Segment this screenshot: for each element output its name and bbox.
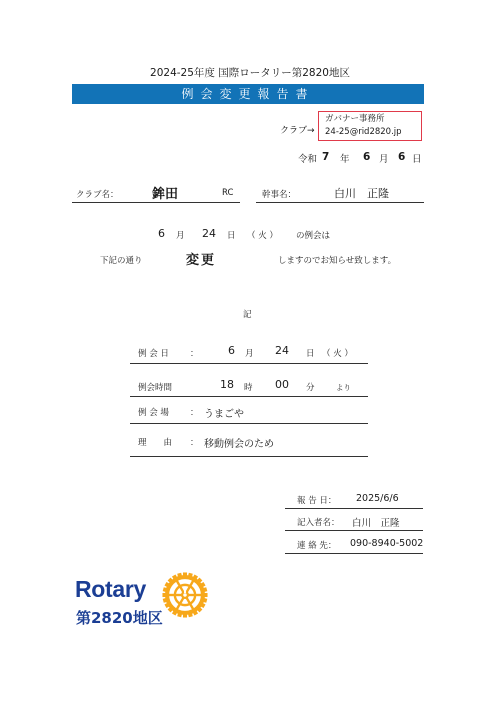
contact-value: 090-8940-5002: [350, 538, 424, 549]
club-suffix: RC: [222, 188, 234, 198]
ki-mark: 記: [243, 310, 252, 320]
meeting-day-unit: 日: [306, 349, 315, 359]
meeting-day: 24: [275, 344, 289, 357]
notice-after-text: の例会は: [296, 231, 331, 241]
venue-label: 例 会 場: [138, 408, 169, 418]
date-year: 7: [322, 151, 330, 163]
recorder-underline: [285, 530, 423, 531]
club-underline: [72, 202, 240, 203]
notice-closing: しますのでお知らせ致します。: [278, 256, 397, 266]
meeting-day-label: 例 会 日: [138, 349, 169, 359]
meeting-hour: 18: [220, 378, 234, 391]
form-title-banner: 例会変更報告書: [72, 84, 424, 104]
date-month: 6: [363, 151, 371, 163]
notice-month: 6: [158, 227, 165, 240]
notice-weekday: （ 火 ）: [247, 231, 278, 241]
rotary-wheel-icon: [162, 572, 208, 618]
notice-change: 変更: [186, 253, 217, 268]
date-day-unit: 日: [412, 154, 422, 165]
report-date-label: 報 告 日：: [297, 496, 337, 506]
document-year-title: 2024-25年度 国際ロータリー第2820地区: [150, 67, 350, 79]
meeting-hour-unit: 時: [244, 383, 253, 393]
meeting-minute-unit: 分: [306, 383, 315, 393]
notice-day-unit: 日: [227, 231, 236, 241]
recipient-email: 24-25@rid2820.jp: [325, 127, 402, 137]
venue-underline: [130, 423, 368, 424]
recorder-label: 記入者名：: [297, 518, 340, 528]
contact-underline: [285, 553, 423, 554]
rotary-wordmark: Rotary: [75, 576, 147, 602]
rotary-district-label: 第2820地区: [76, 609, 163, 627]
reason-value: 移動例会のため: [204, 439, 274, 450]
reason-label: 理 由: [138, 438, 173, 448]
secretary-underline: [256, 202, 424, 203]
date-era: 令和: [298, 154, 318, 165]
recorder-value: 白川 正隆: [352, 518, 400, 529]
club-name: 鉾田: [152, 187, 179, 202]
meeting-time-underline: [130, 396, 368, 397]
meeting-day-underline: [130, 363, 368, 364]
meeting-time-from: より: [336, 383, 351, 392]
contact-label: 連 絡 先：: [297, 541, 337, 551]
date-day: 6: [398, 151, 406, 163]
venue-value: うまごや: [204, 409, 244, 420]
notice-month-unit: 月: [176, 231, 185, 241]
notice-before-text: 下記の通り: [100, 256, 143, 266]
meeting-weekday: （ 火 ）: [322, 349, 353, 359]
secretary-name: 白川 正隆: [334, 187, 389, 200]
recipient-box: [318, 111, 422, 141]
meeting-month: 6: [228, 344, 235, 357]
venue-colon: ：: [190, 408, 199, 418]
meeting-time-label: 例会時間: [138, 383, 173, 393]
report-date-underline: [285, 508, 423, 509]
date-year-unit: 年: [340, 154, 350, 165]
reason-colon: ：: [190, 438, 199, 448]
date-month-unit: 月: [379, 154, 389, 165]
meeting-month-unit: 月: [245, 349, 254, 359]
recipient-label: クラブ→: [280, 126, 315, 136]
notice-day: 24: [202, 227, 216, 240]
recipient-office: ガバナー事務所: [325, 114, 385, 124]
report-date-value: 2025/6/6: [356, 493, 399, 504]
club-name-label: クラブ名：: [76, 190, 119, 200]
secretary-label: 幹事名：: [262, 190, 297, 200]
reason-underline: [130, 456, 368, 457]
meeting-minute: 00: [275, 378, 289, 391]
meeting-day-colon: ：: [190, 349, 199, 359]
